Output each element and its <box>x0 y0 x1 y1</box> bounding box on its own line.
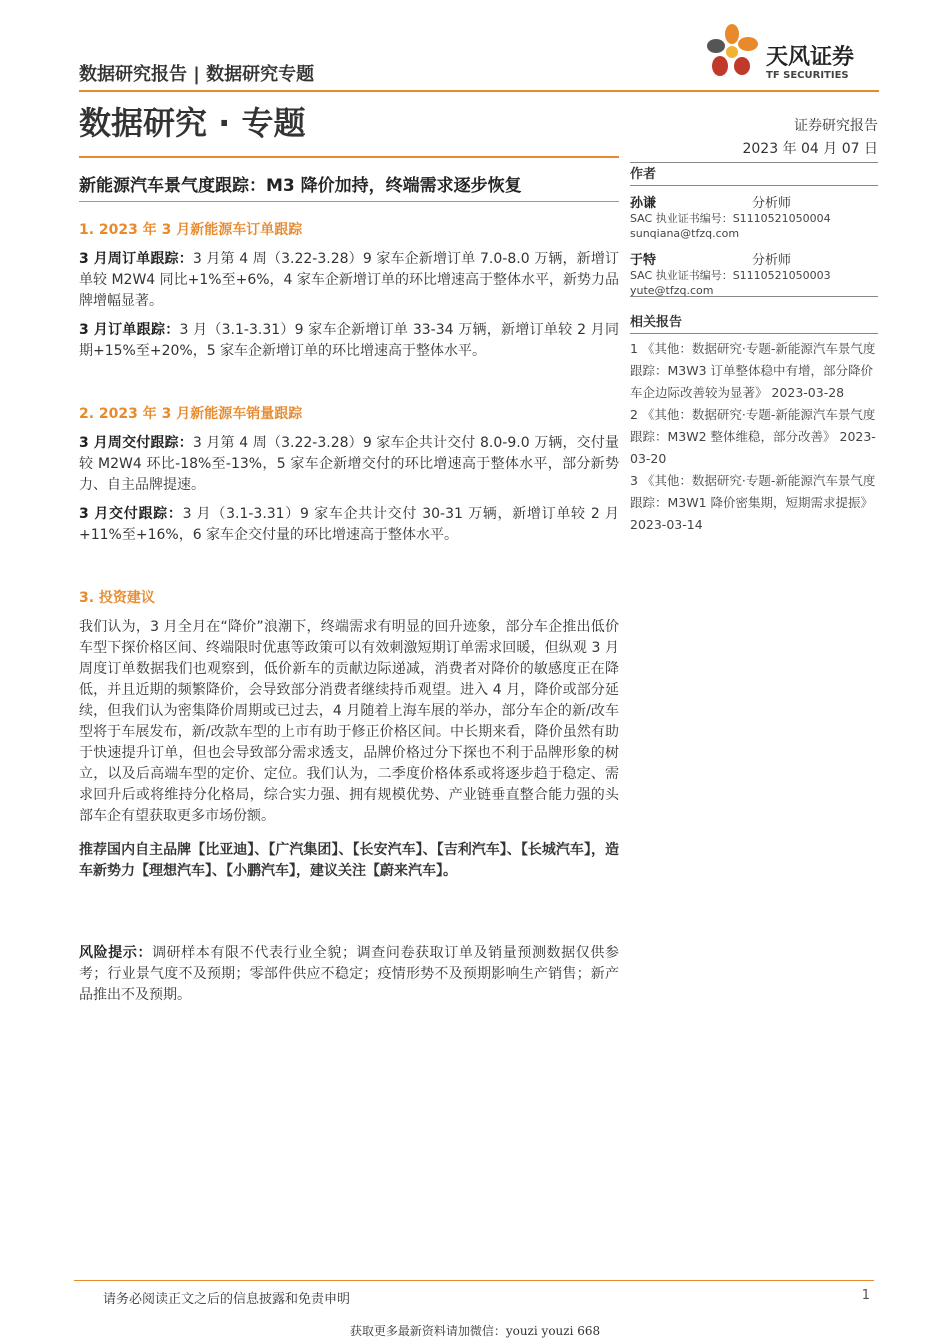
para-text: 3 月第 4 周（3.22-3.28）9 家车企新增订单 7.0-8.0 万辆，新增订单较 M2W4 同比+1%至+6%，4 家车企新增订单的环比增速高于整体水平，新势力品牌增幅显著。 <box>79 251 619 309</box>
authors-heading: 作者 <box>630 163 878 186</box>
para-text: 3 月第 4 周（3.22-3.28）9 家车企共计交付 8.0-9.0 万辆，交付量较 M2W4 环比-18%至-13%，5 家车企新增交付的环比增速高于整体水平，部分新势力、自主品牌提速。 <box>79 435 619 493</box>
section-1-heading: 1. 2023 年 3 月新能源车订单跟踪 <box>79 222 303 238</box>
related-report-3[interactable]: 3 《其他：数据研究·专题-新能源汽车景气度跟踪：M3W1 降价密集期，短期需求提振》 2023-03-14 <box>630 473 876 532</box>
analyst-name: 于特 <box>630 253 657 268</box>
company-logo <box>702 22 872 88</box>
risk-warning <box>79 943 619 1006</box>
footer-disclaimer: 请务必阅读正文之后的信息披露和免责申明 <box>103 1292 351 1307</box>
analyst-name: 孙谦 <box>630 196 657 211</box>
analyst-1 <box>630 192 878 241</box>
para-label: 3 月周交付跟踪： <box>79 435 193 451</box>
section-3-recommendation: 推荐国内自主品牌【比亚迪】、【广汽集团】、【长安汽车】、【吉利汽车】、【长城汽车】，造车新势力【理想汽车】、【小鹏汽车】，建议关注【蔚来汽车】。 <box>79 842 619 879</box>
analyst-2 <box>630 249 878 298</box>
related-report-2[interactable]: 2 《其他：数据研究·专题-新能源汽车景气度跟踪：M3W2 整体维稳，部分改善》 2023-03-20 <box>630 407 876 466</box>
section-2-paragraph-2 <box>79 504 619 546</box>
analyst-role: 分析师 <box>752 196 792 211</box>
analyst-email[interactable]: sunqiana@tfzq.com <box>630 227 740 240</box>
page-number: 1 <box>861 1288 870 1303</box>
wechat-note: 获取更多最新资料请加微信：youzi youzi 668 <box>349 1324 601 1338</box>
para-label: 3 月周订单跟踪： <box>79 251 193 267</box>
report-type: 证券研究报告 <box>794 118 878 134</box>
page-title: 数据研究 · 专题 <box>79 104 306 142</box>
analyst-license: SAC 执业证书编号：S1110521050003 <box>630 269 831 282</box>
para-label: 3 月订单跟踪： <box>79 322 180 338</box>
analyst-license: SAC 执业证书编号：S1110521050004 <box>630 212 831 225</box>
logo-text-en: TF SECURITIES <box>766 70 849 81</box>
logo-flower-icon <box>702 22 764 88</box>
related-report-1[interactable]: 1 《其他：数据研究·专题-新能源汽车景气度跟踪：M3W3 订单整体稳中有增，部分降价车企边际改善较为显著》 2023-03-28 <box>630 341 876 400</box>
para-text: 3 月（3.1-3.31）9 家车企共计交付 30-31 万辆，新增订单较 2 月+11%至+16%，6 家车企交付量的环比增速高于整体水平。 <box>79 506 619 543</box>
para-label: 3 月交付跟踪： <box>79 506 183 522</box>
related-heading: 相关报告 <box>630 311 878 334</box>
section-2-paragraph-1 <box>79 433 619 496</box>
risk-label: 风险提示： <box>79 945 153 961</box>
section-1-paragraph-2 <box>79 320 619 362</box>
subtitle-divider-top <box>79 156 619 158</box>
sidebar-related <box>630 296 878 536</box>
header-divider <box>79 90 879 92</box>
report-category: 数据研究报告 | 数据研究专题 <box>79 64 315 85</box>
sidebar-authors <box>630 163 878 298</box>
footer-divider <box>74 1280 874 1281</box>
subtitle-divider-bottom <box>79 201 619 202</box>
report-subtitle: 新能源汽车景气度跟踪：M3 降价加持，终端需求逐步恢复 <box>79 176 522 196</box>
analyst-email[interactable]: yute@tfzq.com <box>630 284 714 297</box>
report-date: 2023 年 04 月 07 日 <box>742 141 878 157</box>
risk-text: 调研样本有限不代表行业全貌；调查问卷获取订单及销量预测数据仅供参考；行业景气度不及预期；零部件供应不稳定；疫情形势不及预期影响生产销售；新产品推出不及预期。 <box>79 945 620 1003</box>
section-2-heading: 2. 2023 年 3 月新能源车销量跟踪 <box>79 406 303 422</box>
section-1-paragraph-1 <box>79 249 619 312</box>
logo-text-cn: 天风证券 <box>766 45 855 70</box>
section-3-paragraph-1: 我们认为，3 月全月在“降价”浪潮下，终端需求有明显的回升迹象，部分车企推出低价车型下探价格区间、终端限时优惠等政策可以有效刺激短期订单需求回暖，但纵观 3 月周度订单数据我们也观察到，低价新车的贡献边际递减，消费者对降价的敏感度正在降低，并且近期的频繁降价，会导致部分消费者继续持币观望。进入 4 月，降价或部分延续，但我们认为密集降价周期或已过去，4 月随着上海车展的举办，部分车企的新/改车型将于车展发布，新/改款车型的上市有助于修正价格区间。中长期来看，降价虽然有助于快速提升订单，但也会导致部分需求透支，品牌价格过分下探也不利于品牌形象的树立，以及后高端车型的定价、定位。我们认为，二季度价格体系或将逐步趋于稳定、需求回升后或将维持分化格局，综合实力强、拥有规模优势、产业链垂直整合能力强的头部车企有望获取更多市场份额。 <box>79 619 619 824</box>
analyst-role: 分析师 <box>752 253 792 268</box>
para-text: 3 月（3.1-3.31）9 家车企新增订单 33-34 万辆，新增订单较 2 月同期+15%至+20%，5 家车企新增订单的环比增速高于整体水平。 <box>79 322 619 359</box>
section-3-heading: 3. 投资建议 <box>79 590 155 606</box>
